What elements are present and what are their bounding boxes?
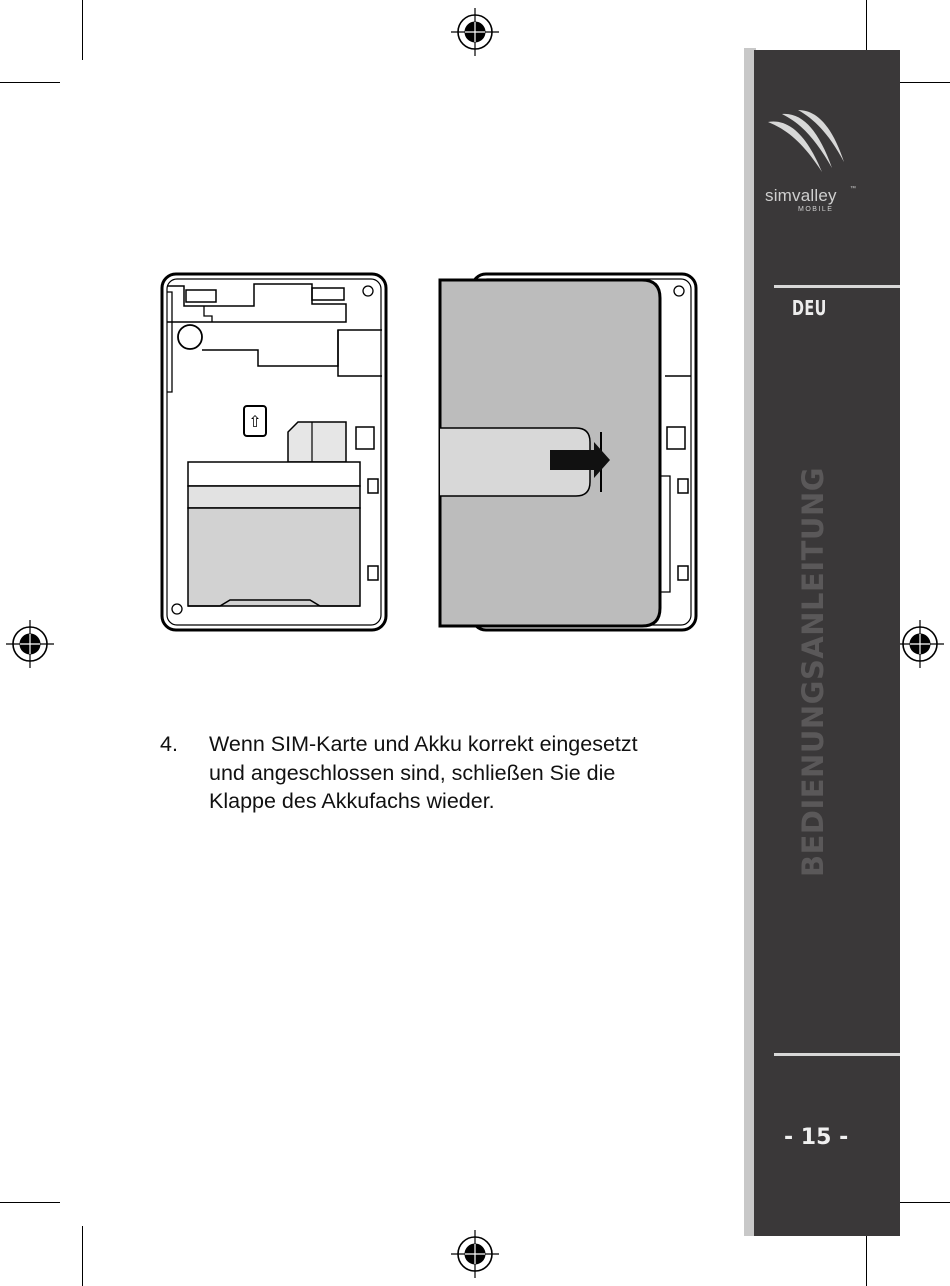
sidebar-divider (774, 285, 900, 288)
open-compartment-figure (160, 272, 390, 634)
brand-trademark: ™ (850, 186, 856, 192)
closing-cover-figure (436, 272, 700, 634)
registration-mark-icon (6, 620, 54, 668)
sim-direction-icon: ⇧ (248, 412, 262, 431)
language-label: DEU (792, 296, 827, 320)
registration-mark-icon (451, 1230, 499, 1278)
brand-subtitle: MOBILE (798, 206, 834, 213)
registration-mark-icon (896, 620, 944, 668)
registration-mark-icon (451, 8, 499, 56)
claw-logo-icon (760, 108, 860, 183)
page-number: - 15 - (784, 1125, 849, 1150)
step-number: 4. (160, 732, 178, 756)
sidebar-divider (774, 1053, 900, 1056)
section-title: BEDIENUNGSANLEITUNG (796, 466, 830, 878)
step-text: Wenn SIM-Karte und Akku korrekt eingesetzt und angeschlossen sind, schließen Sie die Klappe des Akkufachs wieder. (209, 732, 638, 813)
brand-name: simvalley (765, 186, 837, 205)
